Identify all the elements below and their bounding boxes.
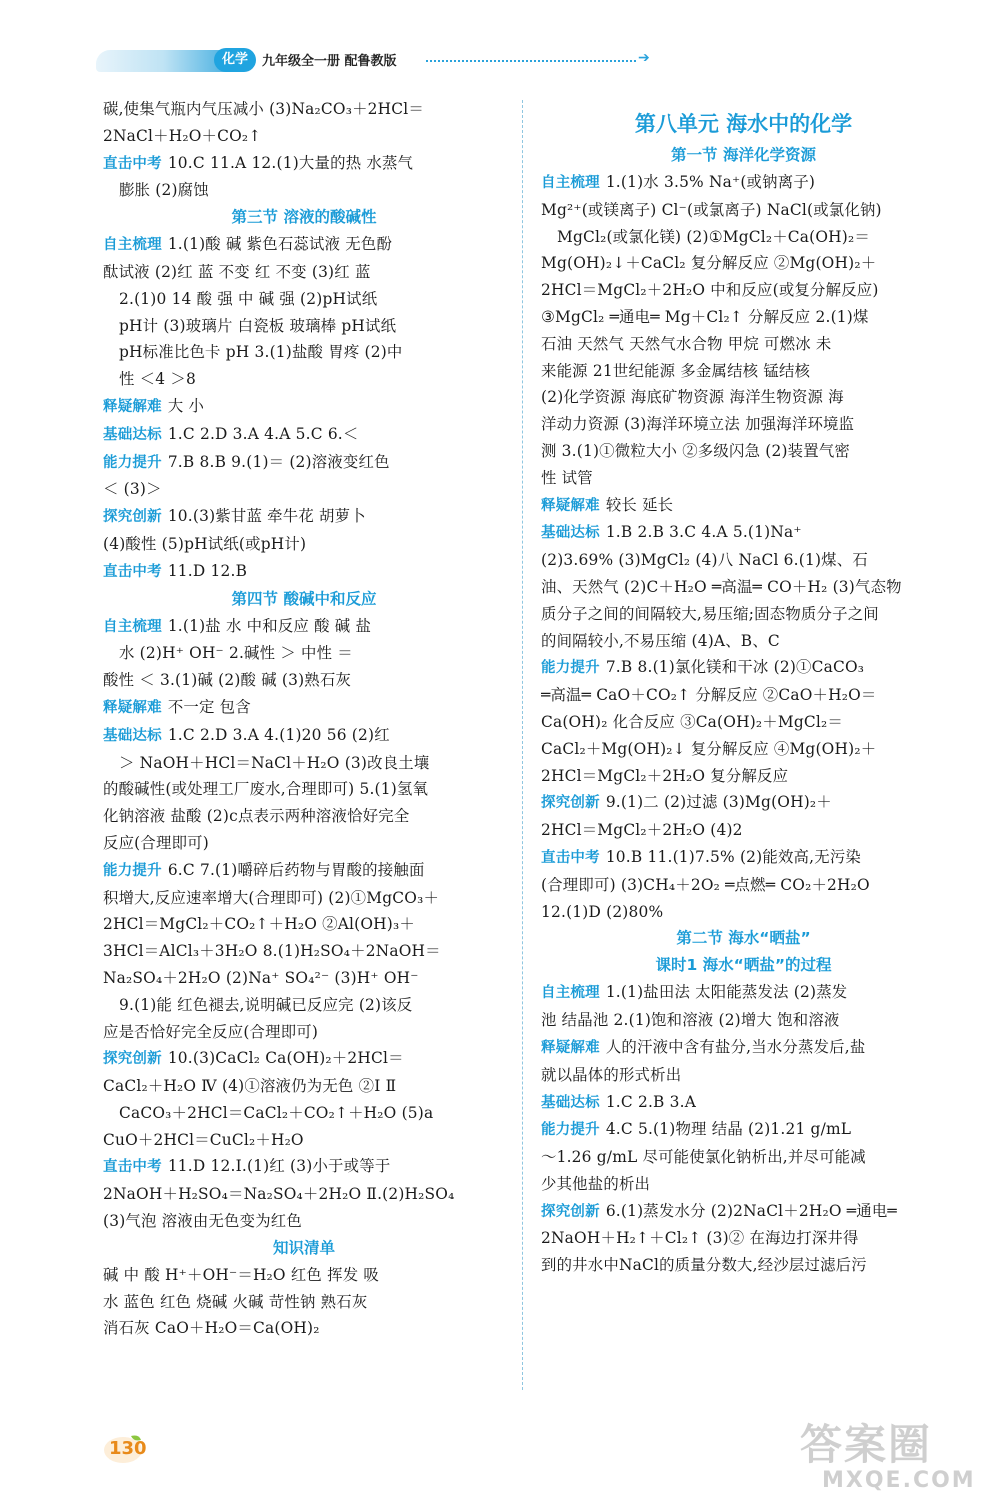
- answer-line: 反应(合理即可): [103, 833, 209, 852]
- answer-text: 7.B 8.B 9.(1)＝ (2)溶液变红色: [167, 452, 390, 471]
- answer-line: 2HCl＝MgCl₂＋2H₂O 复分解反应: [541, 766, 789, 785]
- answer-line: CuO＋2HCl＝CuCl₂＋H₂O: [103, 1130, 304, 1149]
- answer-line: 水 (2)H⁺ OH⁻ 2.碱性 ＞ 中性 ＝: [119, 644, 353, 663]
- category-tag: 探究创新: [103, 509, 162, 526]
- answer-line: ～1.26 g/mL 尽可能使氯化钠析出,并尽可能减: [541, 1148, 866, 1167]
- book-title: 九年级全一册 配鲁教版: [262, 54, 397, 69]
- answer-line: [541, 844, 946, 872]
- section-heading: 第四节 酸碱中和反应: [231, 589, 377, 608]
- arrow-right-icon: ➔: [638, 50, 650, 66]
- answer-text: 9.(1)二 (2)过滤 (3)Mg(OH)₂＋: [605, 793, 832, 812]
- answer-line: [103, 1045, 505, 1073]
- column-divider: [522, 100, 523, 1390]
- answer-line: 应是否恰好完全反应(合理即可): [103, 1022, 319, 1041]
- answer-line: 2HCl＝MgCl₂＋2H₂O 中和反应(或复分解反应): [541, 281, 879, 300]
- answer-line: 2NaCl＋H₂O＋CO₂↑: [103, 126, 262, 145]
- answer-line: 的间隔较小,不易压缩 (4)A、B、C: [541, 631, 780, 650]
- section-heading: 知识清单: [272, 1238, 335, 1257]
- page-number-badge: [103, 1432, 147, 1462]
- answer-line: 少其他盐的析出: [541, 1174, 651, 1193]
- category-tag: 基础达标: [541, 1094, 600, 1111]
- category-tag: 自主梳理: [103, 237, 162, 254]
- category-tag: 能力提升: [103, 454, 162, 471]
- answer-line: Mg(OH)₂↓＋CaCl₂ 复分解反应 ②Mg(OH)₂＋: [541, 254, 877, 273]
- answer-line: [103, 231, 505, 259]
- answer-text: 10.(3)紫甘蓝 牵牛花 胡萝卜: [167, 507, 366, 526]
- answer-line: [103, 613, 505, 641]
- answer-line: Mg²⁺(或镁离子) Cl⁻(或氯离子) NaCl(或氯化钠): [541, 200, 882, 219]
- page-header: [96, 44, 656, 78]
- answer-line: [541, 1198, 946, 1226]
- answer-line: (合理即可) (3)CH₄＋2O₂ ═点燃═ CO₂＋2H₂O: [541, 875, 870, 894]
- answer-line: [103, 1153, 505, 1181]
- subject-badge: 化学: [214, 48, 256, 72]
- answer-line: 就以晶体的形式析出: [541, 1065, 682, 1084]
- category-tag: 直击中考: [103, 563, 162, 580]
- answer-line: [541, 1089, 946, 1117]
- answer-text: 大 小: [167, 396, 205, 415]
- answer-line: [103, 857, 505, 885]
- category-tag: 自主梳理: [541, 175, 600, 191]
- category-tag: 释疑解难: [541, 497, 600, 514]
- answer-line: 2HCl＝MgCl₂＋2H₂O (4)2: [541, 821, 743, 840]
- answer-text: 4.C 5.(1)物理 结晶 (2)1.21 g/mL: [605, 1120, 852, 1139]
- answer-line: 性 试管: [541, 468, 593, 487]
- answer-line: 石油 天然气 天然气水合物 甲烷 可燃冰 未: [541, 334, 832, 353]
- answer-text: 6.(1)蒸发水分 (2)2NaCl＋2H₂O ═通电═: [605, 1201, 897, 1220]
- answer-line: [541, 519, 946, 547]
- answer-line: 消石灰 CaO＋H₂O＝Ca(OH)₂: [103, 1319, 320, 1338]
- answer-line: [103, 421, 505, 449]
- category-tag: 能力提升: [541, 660, 600, 677]
- category-tag: 直击中考: [103, 155, 162, 172]
- answer-line: [541, 1034, 946, 1062]
- answer-line: [541, 789, 946, 817]
- answer-line: CaCl₂＋H₂O Ⅳ (4)①溶液仍为无色 ②Ⅰ Ⅱ: [103, 1077, 397, 1096]
- page-number: 130: [109, 1438, 147, 1459]
- answer-text: 1.(1)酸 碱 紫色石蕊试液 无色酚: [167, 235, 393, 254]
- answer-line: ③MgCl₂ ═通电═ Mg＋Cl₂↑ 分解反应 2.(1)煤: [541, 307, 869, 326]
- answer-text: 11.D 12.B: [167, 561, 248, 580]
- answer-text: 1.(1)盐田法 太阳能蒸发法 (2)蒸发: [605, 983, 848, 1002]
- answer-text: 6.C 7.(1)嚼碎后药物与胃酸的接触面: [167, 860, 425, 879]
- answer-text: 10.(3)CaCl₂ Ca(OH)₂＋2HCl＝: [167, 1049, 404, 1068]
- answer-line: 化钠溶液 盐酸 (2)c点表示两种溶液恰好完全: [103, 807, 410, 826]
- answer-line: 测 3.(1)①微粒大小 ②多级闪急 (2)装置气密: [541, 441, 851, 460]
- section-heading: 第三节 溶液的酸碱性: [231, 208, 377, 227]
- answer-line: 的酸碱性(或处理工厂废水,合理即可) 5.(1)氢氧: [103, 780, 429, 799]
- answer-line: CaCl₂＋Mg(OH)₂↓ 复分解反应 ④Mg(OH)₂＋: [541, 739, 877, 758]
- answer-line: [103, 558, 505, 586]
- answer-line: 性 ＜4 ＞8: [119, 370, 196, 389]
- answer-text: 较长 延长: [605, 495, 674, 514]
- answer-line: (2)化学资源 海底矿物资源 海洋生物资源 海: [541, 388, 844, 407]
- answer-line: Ca(OH)₂ 化合反应 ③Ca(OH)₂＋MgCl₂＝: [541, 712, 843, 731]
- answer-line: CaCO₃＋2HCl＝CaCl₂＋CO₂↑＋H₂O (5)a: [119, 1103, 434, 1122]
- answer-line: 12.(1)D (2)80%: [541, 902, 664, 921]
- answer-line: 到的井水中NaCl的质量分数大,经沙层过滤后污: [541, 1256, 867, 1275]
- watermark-url: MXQE.COM: [822, 1468, 976, 1493]
- category-tag: 基础达标: [541, 525, 600, 542]
- answer-line: [541, 492, 946, 520]
- category-tag: 直击中考: [541, 849, 600, 866]
- answer-line: 油、天然气 (2)C＋H₂O ═高温═ CO＋H₂ (3)气态物: [541, 577, 902, 596]
- watermark-text: 答案圈: [800, 1420, 933, 1469]
- answer-line: 3HCl＝AlCl₃＋3H₂O 8.(1)H₂SO₄＋2NaOH＝: [103, 942, 441, 961]
- answer-text: 1.(1)盐 水 中和反应 酸 碱 盐: [167, 616, 372, 635]
- answer-line: [103, 393, 505, 421]
- category-tag: 直击中考: [103, 1159, 162, 1176]
- answer-line: pH计 (3)玻璃片 白瓷板 玻璃棒 pH试纸: [119, 316, 397, 335]
- answer-text: 1.C 2.D 3.A 4.(1)20 56 (2)红: [167, 725, 390, 744]
- answer-line: [541, 979, 946, 1007]
- answer-line: 2HCl＝MgCl₂＋CO₂↑＋H₂O ②Al(OH)₃＋: [103, 915, 415, 934]
- answer-text: 11.D 12.Ⅰ.(1)红 (3)小于或等于: [167, 1157, 391, 1176]
- answer-line: MgCl₂(或氯化镁) (2)①MgCl₂＋Ca(OH)₂＝: [557, 227, 870, 246]
- answer-line: 洋动力资源 (3)海洋环境立法 加强海洋环境监: [541, 415, 855, 434]
- answer-line: 2.(1)0 14 酸 强 中 碱 强 (2)pH试纸: [119, 289, 378, 308]
- answer-line: 碱 中 酸 H⁺＋OH⁻＝H₂O 红色 挥发 吸: [103, 1265, 379, 1284]
- left-column: [103, 96, 505, 1342]
- answer-line: (2)3.69% (3)MgCl₂ (4)八 NaCl 6.(1)煤、石: [541, 551, 868, 570]
- category-tag: 能力提升: [541, 1122, 600, 1139]
- watermark-logo: [800, 1412, 995, 1498]
- answer-line: (4)酸性 (5)pH试纸(或pH计): [103, 534, 307, 553]
- section-heading: 第二节 海水“晒盐”: [676, 929, 811, 948]
- category-tag: 能力提升: [103, 862, 162, 879]
- answer-line: [103, 449, 505, 477]
- answer-line: 酸性 ＜ 3.(1)碱 (2)酸 碱 (3)熟石灰: [103, 671, 352, 690]
- section-heading: 课时1 海水“晒盐”的过程: [655, 956, 832, 975]
- answer-line: [103, 150, 505, 178]
- answer-line: [103, 694, 505, 722]
- answer-line: 积增大,反应速率增大(合理即可) (2)①MgCO₃＋: [103, 888, 440, 907]
- answer-line: 质分子之间的间隔较大,易压缩;固态物质分子之间: [541, 604, 879, 623]
- category-tag: 释疑解难: [541, 1039, 600, 1056]
- answer-line: 来能源 21世纪能源 多金属结核 锰结核: [541, 361, 811, 380]
- category-tag: 探究创新: [103, 1051, 162, 1068]
- answer-text: 1.B 2.B 3.C 4.A 5.(1)Na⁺: [605, 523, 802, 542]
- category-tag: 探究创新: [541, 1203, 600, 1220]
- answer-line: [541, 654, 946, 682]
- answer-text: 10.B 11.(1)7.5% (2)能效高,无污染: [605, 847, 861, 866]
- category-tag: 基础达标: [103, 426, 162, 443]
- right-column: [541, 96, 946, 1279]
- answer-line: [103, 503, 505, 531]
- answer-text: 7.B 8.(1)氯化镁和干冰 (2)①CaCO₃: [605, 658, 865, 677]
- answer-line: pH标准比色卡 pH 3.(1)盐酸 胃疼 (2)中: [119, 343, 403, 362]
- answer-line: [541, 1116, 946, 1144]
- answer-line: 池 结晶池 2.(1)饱和溶液 (2)增大 饱和溶液: [541, 1011, 840, 1030]
- category-tag: 基础达标: [103, 727, 162, 744]
- category-tag: 探究创新: [541, 795, 600, 812]
- answer-text: 1.C 2.B 3.A: [605, 1092, 697, 1111]
- answer-line: [541, 169, 946, 197]
- answer-line: Na₂SO₄＋2H₂O (2)Na⁺ SO₄²⁻ (3)H⁺ OH⁻: [103, 968, 419, 987]
- answer-line: 酞试液 (2)红 蓝 不变 红 不变 (3)红 蓝: [103, 262, 371, 281]
- header-dotted-line: [426, 60, 636, 62]
- answer-line: 2NaOH＋H₂↑＋Cl₂↑ (3)② 在海边打深井得: [541, 1229, 859, 1248]
- answer-text: 1.(1)水 3.5% Na⁺(或钠离子): [605, 173, 816, 191]
- answer-line: 9.(1)能 红色褪去,说明碱已反应完 (2)该反: [119, 995, 413, 1014]
- unit-title: 第八单元 海水中的化学: [634, 112, 853, 136]
- answer-line: ＞ NaOH＋HCl＝NaCl＋H₂O (3)改良土壤: [119, 753, 430, 772]
- category-tag: 释疑解难: [103, 398, 162, 415]
- answer-line: [103, 722, 505, 750]
- section-heading: 第一节 海洋化学资源: [671, 146, 816, 164]
- category-tag: 自主梳理: [103, 618, 162, 635]
- answer-text: 不一定 包含: [167, 697, 251, 716]
- category-tag: 自主梳理: [541, 985, 600, 1002]
- answer-text: 10.C 11.A 12.(1)大量的热 水蒸气: [167, 153, 414, 172]
- answer-text: 人的汗液中含有盐分,当水分蒸发后,盐: [605, 1037, 866, 1056]
- category-tag: 释疑解难: [103, 699, 162, 716]
- answer-line: ═高温═ CaO＋CO₂↑ 分解反应 ②CaO＋H₂O＝: [541, 686, 877, 705]
- answer-line: (3)气泡 溶液由无色变为红色: [103, 1212, 302, 1231]
- answer-line: 碳,使集气瓶内气压减小 (3)Na₂CO₃＋2HCl＝: [103, 100, 424, 118]
- answer-text: 1.C 2.D 3.A 4.A 5.C 6.＜: [167, 424, 359, 443]
- answer-line: 2NaOH＋H₂SO₄＝Na₂SO₄＋2H₂O Ⅱ.(2)H₂SO₄: [103, 1185, 455, 1204]
- answer-line: ＜ (3)＞: [103, 480, 162, 499]
- answer-line: 膨胀 (2)腐蚀: [119, 181, 209, 200]
- answer-line: 水 蓝色 红色 烧碱 火碱 苛性钠 熟石灰: [103, 1292, 368, 1311]
